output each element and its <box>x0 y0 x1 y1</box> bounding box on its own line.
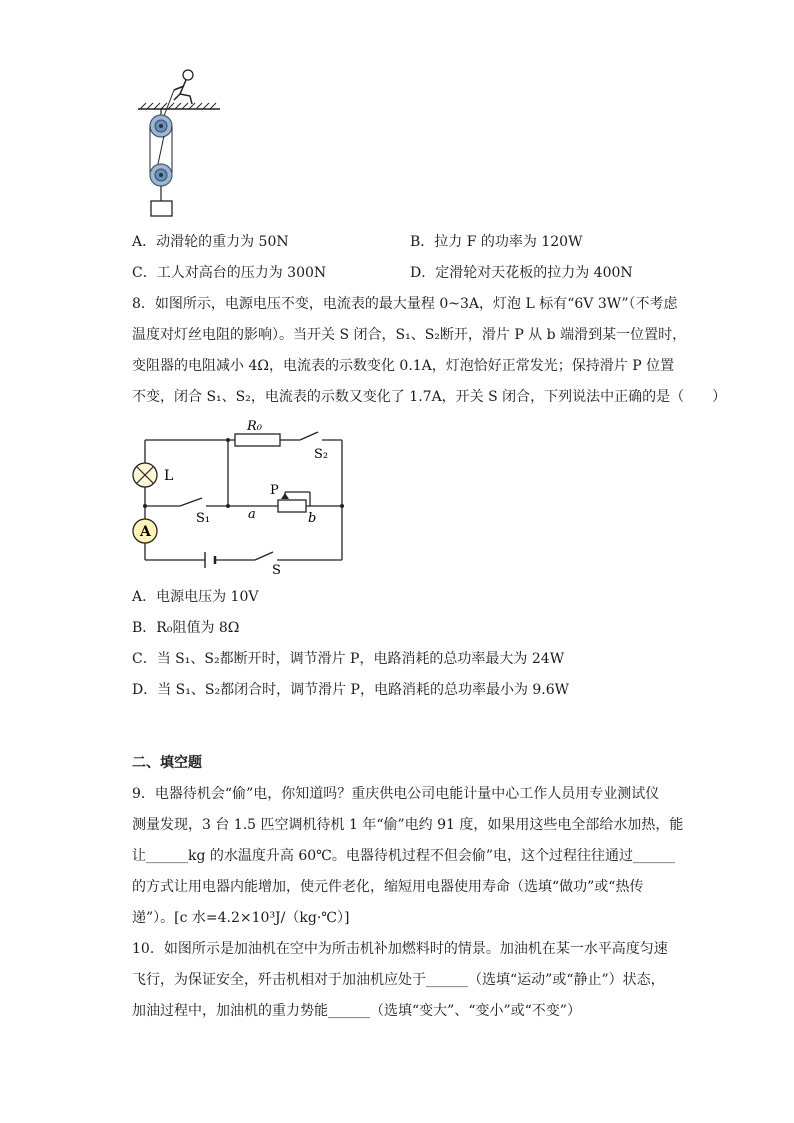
circuit-diagram <box>130 418 350 578</box>
q8-option-b: B．R₀阻值为 8Ω <box>132 620 240 636</box>
q9-line-1: 9．电器待机会“偷”电，你知道吗？重庆供电公司电能计量中心工作人员用专业测试仪 <box>132 786 660 802</box>
section-title: 二、填空题 <box>132 755 202 771</box>
s2-label: S₂ <box>314 447 329 462</box>
q8-option-c: C．当 S₁、S₂都断开时，调节滑片 P，电路消耗的总功率最大为 24W <box>132 651 565 667</box>
q9-line-5: 递”）。[c 水=4.2×10³J/（kg·℃）] <box>132 910 350 926</box>
q10-line-1: 10．如图所示是加油机在空中为所击机补加燃料时的情景。加油机在某一水平高度匀速 <box>132 941 668 957</box>
slider-p-label: P <box>270 483 279 498</box>
q9-line-2: 测量发现，3 台 1.5 匹空调机待机 1 年“偷”电约 91 度，如果用这些电全部给水加热，能 <box>132 817 684 833</box>
q7-option-b: B．拉力 F 的功率为 120W <box>410 234 583 250</box>
q10-line-3: 加油过程中，加油机的重力势能______（选填“变大”、“变小”或“不变”） <box>132 1003 581 1019</box>
q8-option-a: A．电源电压为 10V <box>132 589 259 605</box>
s-label: S <box>272 563 281 578</box>
end-b-label: b <box>308 511 317 526</box>
q9-line-3: 让______kg 的水温度升高 60℃。电器待机过程不但会偷”电，这个过程往往通过______ <box>132 848 675 864</box>
q7-option-c: C．工人对高台的压力为 300N <box>132 265 327 281</box>
q7-option-a: A．动滑轮的重力为 50N <box>132 234 289 250</box>
ammeter-label: A <box>140 524 151 540</box>
end-a-label: a <box>248 507 256 522</box>
r0-label: R₀ <box>247 419 262 434</box>
s1-label: S₁ <box>196 511 211 526</box>
q8-option-d: D．当 S₁、S₂都闭合时，调节滑片 P，电路消耗的总功率最小为 9.6W <box>132 682 570 698</box>
lamp-label: L <box>164 468 174 484</box>
q7-option-d: D．定滑轮对天花板的拉力为 400N <box>410 265 633 281</box>
q8-line-3: 变阻器的电阻减小 4Ω，电流表的示数变化 0.1A，灯泡恰好正常发光；保持滑片 P 位置 <box>132 358 675 374</box>
q8-line-2: 温度对灯丝电阻的影响）。当开关 S 闭合，S₁、S₂断开，滑片 P 从 b 端滑到某一位置时， <box>132 327 687 343</box>
q9-line-4: 的方式让用电器内能增加，使元件老化，缩短用电器使用寿命（选填“做功”或“热传 <box>132 879 644 895</box>
q8-line-4: 不变，闭合 S₁、S₂，电流表的示数又变化了 1.7A，开关 S 闭合，下列说法中正确的是（ ） <box>132 389 727 405</box>
pulley-figure <box>134 66 224 218</box>
q8-line-1: 8．如图所示，电源电压不变，电流表的最大量程 0~3A，灯泡 L 标有“6V 3W”（不考虑 <box>132 296 678 312</box>
q10-line-2: 飞行，为保证安全，歼击机相对于加油机应处于______（选填“运动”或“静止”）状态， <box>132 972 665 988</box>
